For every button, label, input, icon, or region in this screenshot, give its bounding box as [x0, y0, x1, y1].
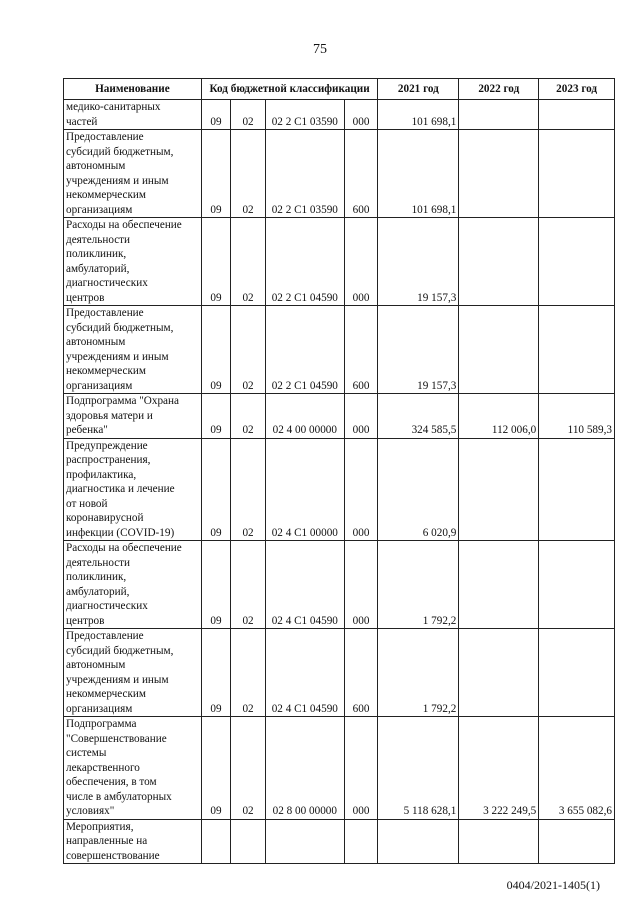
table-row: [64, 394, 615, 439]
header-2023: 2023 год: [539, 79, 615, 100]
row-value-2022: [459, 100, 539, 130]
table-row: [64, 130, 615, 218]
row-code-subsection: 02: [231, 717, 266, 820]
row-code-target: 02 4 С1 04590: [265, 541, 344, 629]
row-value-2022: [459, 629, 539, 717]
row-value-2021: 324 585,5: [378, 394, 459, 439]
row-value-2022: [459, 130, 539, 218]
row-name-cell: Предоставление субсидий бюджетным, автономным учреждениям и иным некоммерческим организациям: [64, 306, 202, 394]
row-value-2021: 101 698,1: [378, 130, 459, 218]
row-code-target: 02 2 С1 03590: [265, 100, 344, 130]
row-code-section: 09: [201, 717, 230, 820]
row-code-target: 02 2 С1 04590: [265, 218, 344, 306]
row-code-subsection: 02: [231, 541, 266, 629]
footer-document-code: 0404/2021-1405(1): [506, 878, 600, 892]
row-value-2022: [459, 438, 539, 541]
row-value-2023: [539, 541, 615, 629]
row-name-cell: Подпрограмма "Охрана здоровья матери и ребенка": [64, 394, 202, 439]
row-code-section: 09: [201, 438, 230, 541]
row-value-2021: 5 118 628,1: [378, 717, 459, 820]
row-name-cell: Мероприятия, направленные на совершенствование: [64, 819, 202, 864]
row-value-2021: [378, 819, 459, 864]
budget-table: [63, 78, 615, 864]
table-row: [64, 100, 615, 130]
row-name-cell: Подпрограмма "Совершенствование системы лекарственного обеспечения, в том числе в амбулаторных условиях": [64, 717, 202, 820]
row-code-subsection: 02: [231, 629, 266, 717]
row-code-section: 09: [201, 394, 230, 439]
row-code-expense-type: 000: [344, 541, 378, 629]
row-code-section: 09: [201, 130, 230, 218]
row-value-2023: [539, 306, 615, 394]
table-body: [64, 100, 615, 864]
table-row: [64, 541, 615, 629]
row-name-cell: медико-санитарных частей: [64, 100, 202, 130]
table-row: [64, 717, 615, 820]
row-code-expense-type: 600: [344, 306, 378, 394]
row-code-subsection: 02: [231, 306, 266, 394]
row-code-expense-type: 000: [344, 100, 378, 130]
row-value-2023: [539, 100, 615, 130]
row-name-cell: Предоставление субсидий бюджетным, автономным учреждениям и иным некоммерческим организациям: [64, 629, 202, 717]
row-code-expense-type: 000: [344, 717, 378, 820]
row-code-subsection: 02: [231, 438, 266, 541]
row-code-subsection: 02: [231, 218, 266, 306]
table-row: [64, 306, 615, 394]
row-code-expense-type: 000: [344, 218, 378, 306]
row-code-section: 09: [201, 218, 230, 306]
row-code-target: 02 4 С1 04590: [265, 629, 344, 717]
row-code-expense-type: 000: [344, 438, 378, 541]
row-code-target: 02 4 00 00000: [265, 394, 344, 439]
row-value-2021: 19 157,3: [378, 218, 459, 306]
row-code-target: 02 8 00 00000: [265, 717, 344, 820]
row-code-subsection: 02: [231, 130, 266, 218]
row-code-target: [265, 819, 344, 864]
row-value-2022: [459, 218, 539, 306]
header-name: Наименование: [64, 79, 202, 100]
row-value-2022: [459, 306, 539, 394]
row-value-2023: 3 655 082,6: [539, 717, 615, 820]
row-code-expense-type: 000: [344, 394, 378, 439]
row-code-expense-type: 600: [344, 629, 378, 717]
page-number: 75: [313, 42, 327, 57]
row-code-section: [201, 819, 230, 864]
row-value-2021: 101 698,1: [378, 100, 459, 130]
row-value-2021: 19 157,3: [378, 306, 459, 394]
row-name-cell: Предупреждение распространения, профилактика, диагностика и лечение от новой коронавирусной инфекции (COVID-19): [64, 438, 202, 541]
row-code-target: 02 2 С1 04590: [265, 306, 344, 394]
row-value-2022: [459, 819, 539, 864]
row-code-subsection: 02: [231, 100, 266, 130]
row-name-cell: Расходы на обеспечение деятельности поликлиник, амбулаторий, диагностических центров: [64, 541, 202, 629]
row-code-section: 09: [201, 629, 230, 717]
row-code-subsection: 02: [231, 394, 266, 439]
row-code-target: 02 4 С1 00000: [265, 438, 344, 541]
row-code-section: 09: [201, 541, 230, 629]
row-name-cell: Расходы на обеспечение деятельности поликлиник, амбулаторий, диагностических центров: [64, 218, 202, 306]
row-value-2023: [539, 819, 615, 864]
header-2022: 2022 год: [459, 79, 539, 100]
row-value-2022: 3 222 249,5: [459, 717, 539, 820]
table-row: [64, 218, 615, 306]
row-value-2021: 6 020,9: [378, 438, 459, 541]
table-row: [64, 629, 615, 717]
table-row: [64, 819, 615, 864]
row-value-2021: 1 792,2: [378, 541, 459, 629]
row-value-2023: [539, 438, 615, 541]
table-header-row: [64, 79, 615, 100]
row-value-2022: 112 006,0: [459, 394, 539, 439]
header-code: Код бюджетной классификации: [201, 79, 378, 100]
row-value-2023: [539, 218, 615, 306]
row-value-2023: [539, 130, 615, 218]
row-code-section: 09: [201, 100, 230, 130]
header-2021: 2021 год: [378, 79, 459, 100]
table-row: [64, 438, 615, 541]
row-code-subsection: [231, 819, 266, 864]
row-code-section: 09: [201, 306, 230, 394]
row-code-expense-type: [344, 819, 378, 864]
row-value-2021: 1 792,2: [378, 629, 459, 717]
row-value-2023: 110 589,3: [539, 394, 615, 439]
row-code-expense-type: 600: [344, 130, 378, 218]
row-name-cell: Предоставление субсидий бюджетным, автономным учреждениям и иным некоммерческим организациям: [64, 130, 202, 218]
row-code-target: 02 2 С1 03590: [265, 130, 344, 218]
row-value-2022: [459, 541, 539, 629]
row-value-2023: [539, 629, 615, 717]
